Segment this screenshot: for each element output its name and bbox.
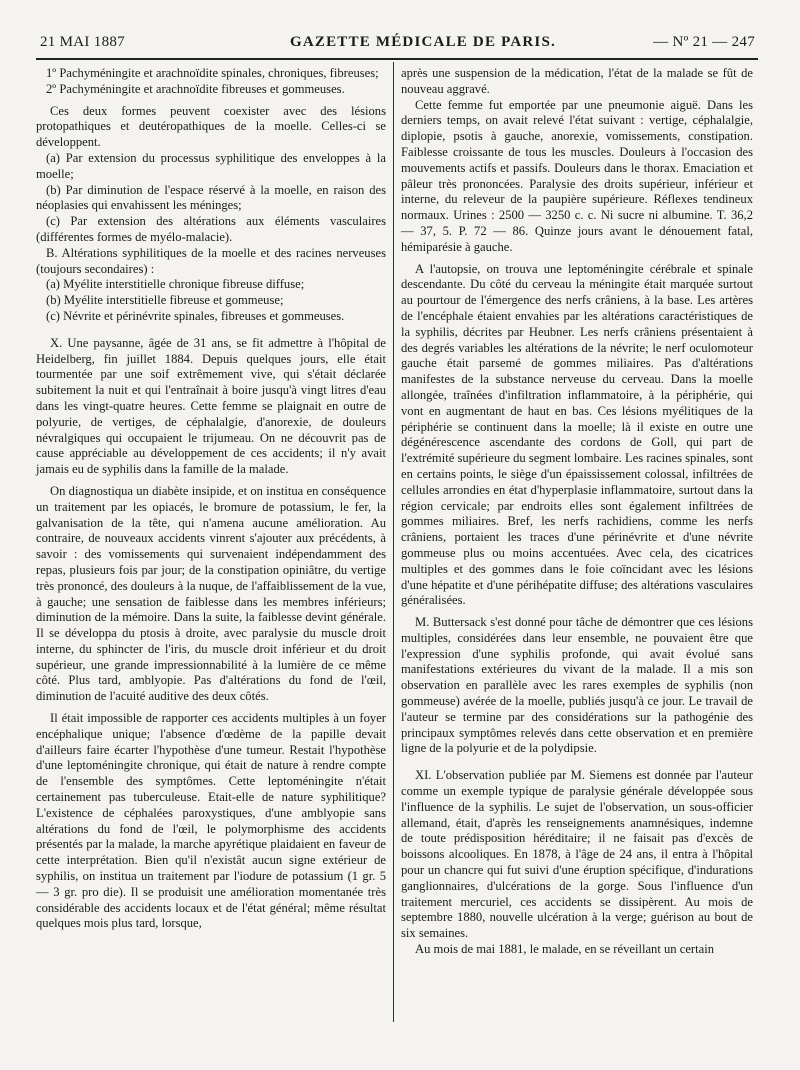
paragraph: (b) Myélite interstitielle fibreuse et gommeuse; (46, 293, 284, 308)
paragraph: Cette femme fut emportée par une pneumonie aiguë. Dans les derniers temps, on avait relevé l'état suivant : vertige, céphalalgie, diplopie, psotis à gauche, anorexie, vomissements, constipation. Faiblesse croissante de tous les muscles. Douleurs à l'occasion des mouvements actifs et passifs. Douleurs dans le thorax. Emaciation et pâleur très prononcées. Paralysie des droits supérieur, inférieur et interne, du releveur de la paupière supérieure. Réflexes tendineux normaux. Urines : 2500 — 3250 c. c. Ni sucre ni albumine. T. 36,2 — 37, 5. P. 72 — 86. Quinze jours avant le dénouement fatal, hémiparésie à gauche. (401, 97, 753, 254)
header-rule (36, 58, 758, 60)
paragraph: 2º Pachyméningite et arachnoïdite fibreuses et gommeuses. (46, 81, 345, 96)
page-header (40, 34, 755, 54)
paragraph: Au mois de mai 1881, le malade, en se réveillant un certain (415, 942, 715, 957)
paragraph: X. Une paysanne, âgée de 31 ans, se fit admettre à l'hôpital de Heidelberg, fin juillet 1884. Depuis quelques jours, elle était tourmentée par une soif extrêmement vive, qui s'était déclarée subitement la nuit et qui l'entraînait à boire jusqu'à vingt litres d'eau dans les vingt-quatre heures. Cette femme se plaignait en outre de polyurie, de vertiges, de céphalalgie, d'anorexie, de douleurs névralgiques qui occupaient le trijumeau. On ne découvrit pas de cause appréciable au développement de ces accidents; il n'y avait jamais eu de syphilis dans la famille de la malade. (36, 335, 386, 477)
header-issue: — Nº 21 — 247 (653, 34, 755, 50)
paragraph: Ces deux formes peuvent coexister avec des lésions protopathiques et deutéropathiques de la moelle. Celles-ci se développent. (36, 103, 386, 150)
paragraph: 1º Pachyméningite et arachnoïdite spinales, chroniques, fibreuses; (46, 66, 379, 80)
paragraph: M. Buttersack s'est donné pour tâche de démontrer que ces lésions multiples, considérées dans leur ensemble, ne pouvaient être que l'expression d'une syphilis profonde, qui avait évolué sans manifestations extérieures du vivant de la malade. Il a mis son observation en parallèle avec les rares exemples de syphilis (non gommeuse) avérée de la moelle, publiés jusqu'à ce jour. Le travail de l'auteur se termine par des considérations sur la pathogénie des principaux symptômes relevés dans cette observation et en première ligne de la polyurie et de la polydipsie. (401, 615, 753, 756)
header-title: GAZETTE MÉDICALE DE PARIS. (290, 34, 556, 50)
paragraph: (c) Névrite et périnévrite spinales, fibreuses et gommeuses. (46, 308, 345, 323)
paragraph: (c) Par extension des altérations aux éléments vasculaires (différentes formes de myélo-malacie). (36, 214, 386, 244)
paragraph: On diagnostiqua un diabète insipide, et on institua en conséquence un traitement par les opiacés, le bromure de potassium, le fer, la galvanisation de la tête, qui n'amena aucune amélioration. Au contraire, de nouveaux accidents vinrent s'ajouter aux précédents, à savoir : des vomissements qui survenaient indépendamment des repas, plusieurs fois par jour; de la constipation opiniâtre, du vertige très prononcé, des douleurs à la nuque, de l'affaiblissement de la vue, à gauche; une sensation de faiblesse dans les membres inférieurs; diminution de la mémoire. Dans la suite, la faiblesse devint générale. Il se développa du ptosis à droite, avec paralysie du muscle droit interne, du sphincter de l'iris, du muscle droit inférieur et du droit supérieur, une grande impressionnabilité à la lumière de ce même côté. Plus tard, amblyopie. Pas d'altérations du fond de l'œil, diminution de l'acuité auditive des deux côtés. (36, 483, 386, 704)
paragraph: (a) Par extension du processus syphilitique des enveloppes à la moelle; (36, 150, 386, 181)
header-date: 21 MAI 1887 (40, 34, 125, 50)
left-column (36, 66, 386, 932)
paragraph: XI. L'observation publiée par M. Siemens est donnée par l'auteur comme un exemple typique de paralysie générale développée sous l'influence de la syphilis. Le sujet de l'observation, un sous-officier allemand, était, d'après les renseignements anamnésiques, indemne de toute prédisposition héréditaire; il ne faisait pas d'excès de boissons alcooliques. En 1878, à l'âge de 24 ans, il entra à l'hôpital pour un chancre qui fut suivi d'une éruption spécifique, d'indurations ganglionnaires, d'ulcérations de la gorge. Sous l'influence d'un traitement mercuriel, ces accidents se dissipèrent. Au mois de septembre 1880, nouvelle ulcération à la verge; guérison au bout de six semaines. (401, 768, 753, 941)
paragraph: A l'autopsie, on trouva une leptoméningite cérébrale et spinale descendante. Du côté du cerveau la méningite était marquée surtout au pourtour de l'émergence des nerfs crâniens, à la base. Les artères de l'encéphale étaient envahies par les altérations caractéristiques de la syphilis, décrites par Heubner. Les nerfs crâniens présentaient à des degrés variables les altérations de la névrite; le nerf oculomoteur gauche était parsemé de gommes miliaires. Pas d'altérations manifestes de la substance nerveuse du cerveau. Dans la moelle allongée, traînées d'infiltration inflammatoire, à la périphérie, qui vont en augmentant de haut en bas. Ces lésions myélitiques de la périphérie se continuent dans la moelle; là il existe en outre une dégénérescence ascendante des cordons de Goll, qui part de l'extrémité supérieure du segment lombaire. Les racines spinales, sont en certains points, le siège d'un épaississement colossal, infiltrées de cellules arrondies en état d'hyperplasie inflammatoire, surtout dans la région cervicale; par endroits elles sont également infiltrées de gommes miliaires. Bref, les nerfs rachidiens, comme les nerfs crâniens, portaient les traces d'une périnévrite et d'une névrite gommeuse plus ou moins accentuées. Avec cela, des cicatrices multiples et des gommes dans le foie coïncidant avec les lésions d'une hépatite et d'une périhépatite diffuse; des altérations vasculaires généralisées. (401, 261, 753, 608)
paragraph: (b) Par diminution de l'espace réservé à la moelle, en raison des néoplasies qui envahissent les méninges; (36, 182, 386, 213)
column-divider (393, 62, 394, 1022)
paragraph: B. Altérations syphilitiques de la moelle et des racines nerveuses (toujours secondaires) : (36, 245, 386, 276)
paragraph: après une suspension de la médication, l'état de la malade se fût de nouveau aggravé. (401, 66, 753, 96)
paragraph: (a) Myélite interstitielle chronique fibreuse diffuse; (46, 277, 305, 292)
right-column (401, 66, 753, 958)
paragraph: Il était impossible de rapporter ces accidents multiples à un foyer encéphalique unique; l'absence d'œdème de la papille devait d'ailleurs faire écarter l'hypothèse d'une tumeur. Restait l'hypothèse d'une leptoméningite chronique, qui était de nature à rendre compte de l'ensemble des symptômes. Cette leptoméningite n'était certainement pas tuberculeuse. Etait-elle de nature syphilitique? L'existence de céphalées paroxystiques, d'une amblyopie sans altérations du fond de l'œil, le polymorphisme des accidents présentés par la malade, la marche apyrétique plaidaient en faveur de cette interprétation. Bien qu'il n'existât aucun signe extérieur de syphilis, on institua un traitement par l'iodure de potassium (1 gr. 5 — 3 gr. pro die). Il se produisit une amélioration momentanée très considérable des accidents locaux et de l'état général; même résultat quelques mois plus tard, lorsque, (36, 711, 386, 931)
